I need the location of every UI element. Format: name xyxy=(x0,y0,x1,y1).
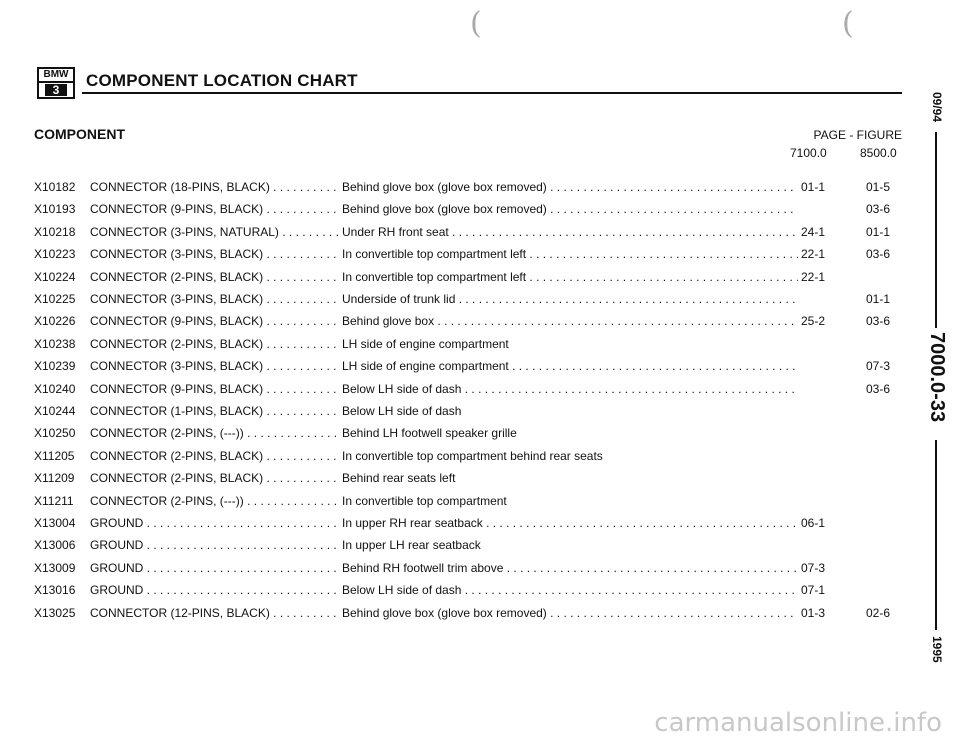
page-reference: 22-1 xyxy=(801,269,826,284)
page-reference: 07-3 xyxy=(801,560,826,575)
table-row xyxy=(0,225,920,241)
component-location: Behind RH footwell trim above . . . xyxy=(342,561,798,575)
margin-line-lower xyxy=(935,440,937,630)
bmw-3-series-logo xyxy=(37,67,75,99)
component-location: In convertible top compartment left . . . xyxy=(342,270,798,284)
component-description: CONNECTOR (3-PINS, BLACK) . . . xyxy=(90,359,338,373)
component-description: GROUND . . . xyxy=(90,583,338,597)
table-row xyxy=(0,561,920,577)
component-description: CONNECTOR (9-PINS, BLACK) . . . xyxy=(90,314,338,328)
component-description: CONNECTOR (2-PINS, BLACK) . . . xyxy=(90,471,338,485)
component-id: X10240 xyxy=(34,381,76,396)
component-description: CONNECTOR (2-PINS, (---)) . . . xyxy=(90,494,338,508)
component-id: X13016 xyxy=(34,583,76,598)
figure-reference: 03-6 xyxy=(866,314,891,329)
figure-reference: 01-5 xyxy=(866,180,891,194)
table-row xyxy=(0,247,920,263)
component-id: X13009 xyxy=(34,560,76,575)
component-id: X13006 xyxy=(34,538,76,553)
component-location: Below LH side of dash . . . xyxy=(342,583,798,597)
component-description: CONNECTOR (2-PINS, BLACK) . . . xyxy=(90,270,338,284)
page-reference: 25-2 xyxy=(801,314,826,329)
table-row xyxy=(0,337,920,353)
component-description: CONNECTOR (12-PINS, BLACK) . . . xyxy=(90,606,338,620)
watermark-text: carmanualsonline.info xyxy=(654,708,942,738)
figure-reference: 02-6 xyxy=(866,605,891,620)
component-description: CONNECTOR (2-PINS, BLACK) . . . xyxy=(90,337,338,351)
component-description: CONNECTOR (1-PINS, BLACK) . . . xyxy=(90,404,338,418)
page-title: COMPONENT LOCATION CHART xyxy=(86,71,358,90)
component-id: X10218 xyxy=(34,224,76,239)
component-location: Under RH front seat . . . xyxy=(342,225,798,239)
component-location: Behind glove box . . . xyxy=(342,314,798,328)
component-location: In convertible top compartment left . . . xyxy=(342,247,798,261)
table-row xyxy=(0,359,920,375)
page-reference: 01-1 xyxy=(801,180,826,194)
page-reference: 06-1 xyxy=(801,516,826,530)
table-row xyxy=(0,471,920,487)
component-description: GROUND . . . xyxy=(90,561,338,575)
component-location: Underside of trunk lid . . . xyxy=(342,292,798,306)
table-row xyxy=(0,404,920,420)
component-id: X10225 xyxy=(34,292,76,306)
component-description: CONNECTOR (18-PINS, BLACK) . . . xyxy=(90,180,338,194)
component-id: X10250 xyxy=(34,426,76,441)
component-id: X10193 xyxy=(34,202,76,217)
page-ref-heading: 7100.0 xyxy=(790,146,827,160)
component-description: CONNECTOR (3-PINS, BLACK) . . . xyxy=(90,247,338,261)
table-row xyxy=(0,426,920,442)
component-id: X10239 xyxy=(34,359,76,374)
component-id: X10223 xyxy=(34,247,76,262)
component-id: X11209 xyxy=(34,471,75,486)
component-description: CONNECTOR (9-PINS, BLACK) . . . xyxy=(90,202,338,216)
component-id: X10182 xyxy=(34,180,76,194)
scan-artifact-left: ( xyxy=(470,6,482,41)
page-reference: 24-1 xyxy=(801,224,826,239)
component-location: Behind glove box (glove box removed) . . . xyxy=(342,606,798,620)
figure-reference: 01-1 xyxy=(866,292,891,306)
table-row xyxy=(0,180,920,196)
margin-year: 1995 xyxy=(930,636,944,663)
margin-date: 09/94 xyxy=(930,92,944,123)
component-id: X11211 xyxy=(34,493,74,508)
table-row xyxy=(0,538,920,554)
title-divider xyxy=(82,92,902,94)
table-row xyxy=(0,202,920,218)
table-row xyxy=(0,606,920,622)
page-figure-heading: PAGE - FIGURE xyxy=(813,128,902,142)
page-reference: 07-1 xyxy=(801,583,826,598)
component-location: In upper RH rear seatback . . . xyxy=(342,516,798,530)
table-row xyxy=(0,494,920,510)
component-column-heading: COMPONENT xyxy=(34,126,125,142)
component-description: CONNECTOR (2-PINS, (---)) . . . xyxy=(90,426,338,440)
figure-reference: 07-3 xyxy=(866,359,891,374)
table-row xyxy=(0,270,920,286)
component-location: Below LH side of dash xyxy=(342,404,462,418)
component-id: X10238 xyxy=(34,336,76,351)
component-id: X10226 xyxy=(34,314,76,329)
component-description: GROUND . . . xyxy=(90,538,338,552)
component-description: CONNECTOR (2-PINS, BLACK) . . . xyxy=(90,449,338,463)
component-id: X10244 xyxy=(34,404,76,418)
component-location: Below LH side of dash . . . xyxy=(342,382,798,396)
component-location: Behind glove box (glove box removed) . . . xyxy=(342,180,798,194)
component-description: CONNECTOR (3-PINS, NATURAL) . . . xyxy=(90,225,338,239)
margin-line-upper xyxy=(935,132,937,328)
figure-reference: 03-6 xyxy=(866,202,891,217)
component-description: CONNECTOR (9-PINS, BLACK) . . . xyxy=(90,382,338,396)
component-description: CONNECTOR (3-PINS, BLACK) . . . xyxy=(90,292,338,306)
component-location: Behind LH footwell speaker grille xyxy=(342,426,517,441)
component-location: Behind rear seats left xyxy=(342,471,456,486)
scan-artifact-right: ( xyxy=(842,6,854,41)
table-row xyxy=(0,449,920,465)
component-location: In convertible top compartment behind rear seats xyxy=(342,448,603,463)
figure-reference: 03-6 xyxy=(866,381,891,396)
component-location: Behind glove box (glove box removed) . . . xyxy=(342,202,798,216)
component-id: X11205 xyxy=(34,448,75,463)
table-row xyxy=(0,516,920,532)
table-row xyxy=(0,382,920,398)
figure-reference: 01-1 xyxy=(866,224,891,239)
component-description: GROUND . . . xyxy=(90,516,338,530)
component-id: X13004 xyxy=(34,516,76,530)
margin-page-number: 7000.0-33 xyxy=(926,332,948,423)
component-location: LH side of engine compartment . . . xyxy=(342,359,798,373)
figure-ref-heading: 8500.0 xyxy=(860,146,897,160)
logo-brand-text: BMW xyxy=(39,69,73,83)
component-location: In convertible top compartment xyxy=(342,493,507,508)
component-id: X13025 xyxy=(34,605,76,620)
page-reference: 22-1 xyxy=(801,247,826,262)
page-reference: 01-3 xyxy=(801,605,826,620)
component-id: X10224 xyxy=(34,269,76,284)
table-row xyxy=(0,314,920,330)
logo-series-number: 3 xyxy=(45,84,67,96)
component-location: LH side of engine compartment xyxy=(342,336,509,351)
table-row xyxy=(0,292,920,308)
figure-reference: 03-6 xyxy=(866,247,891,262)
component-location: In upper LH rear seatback xyxy=(342,538,481,553)
table-row xyxy=(0,583,920,599)
